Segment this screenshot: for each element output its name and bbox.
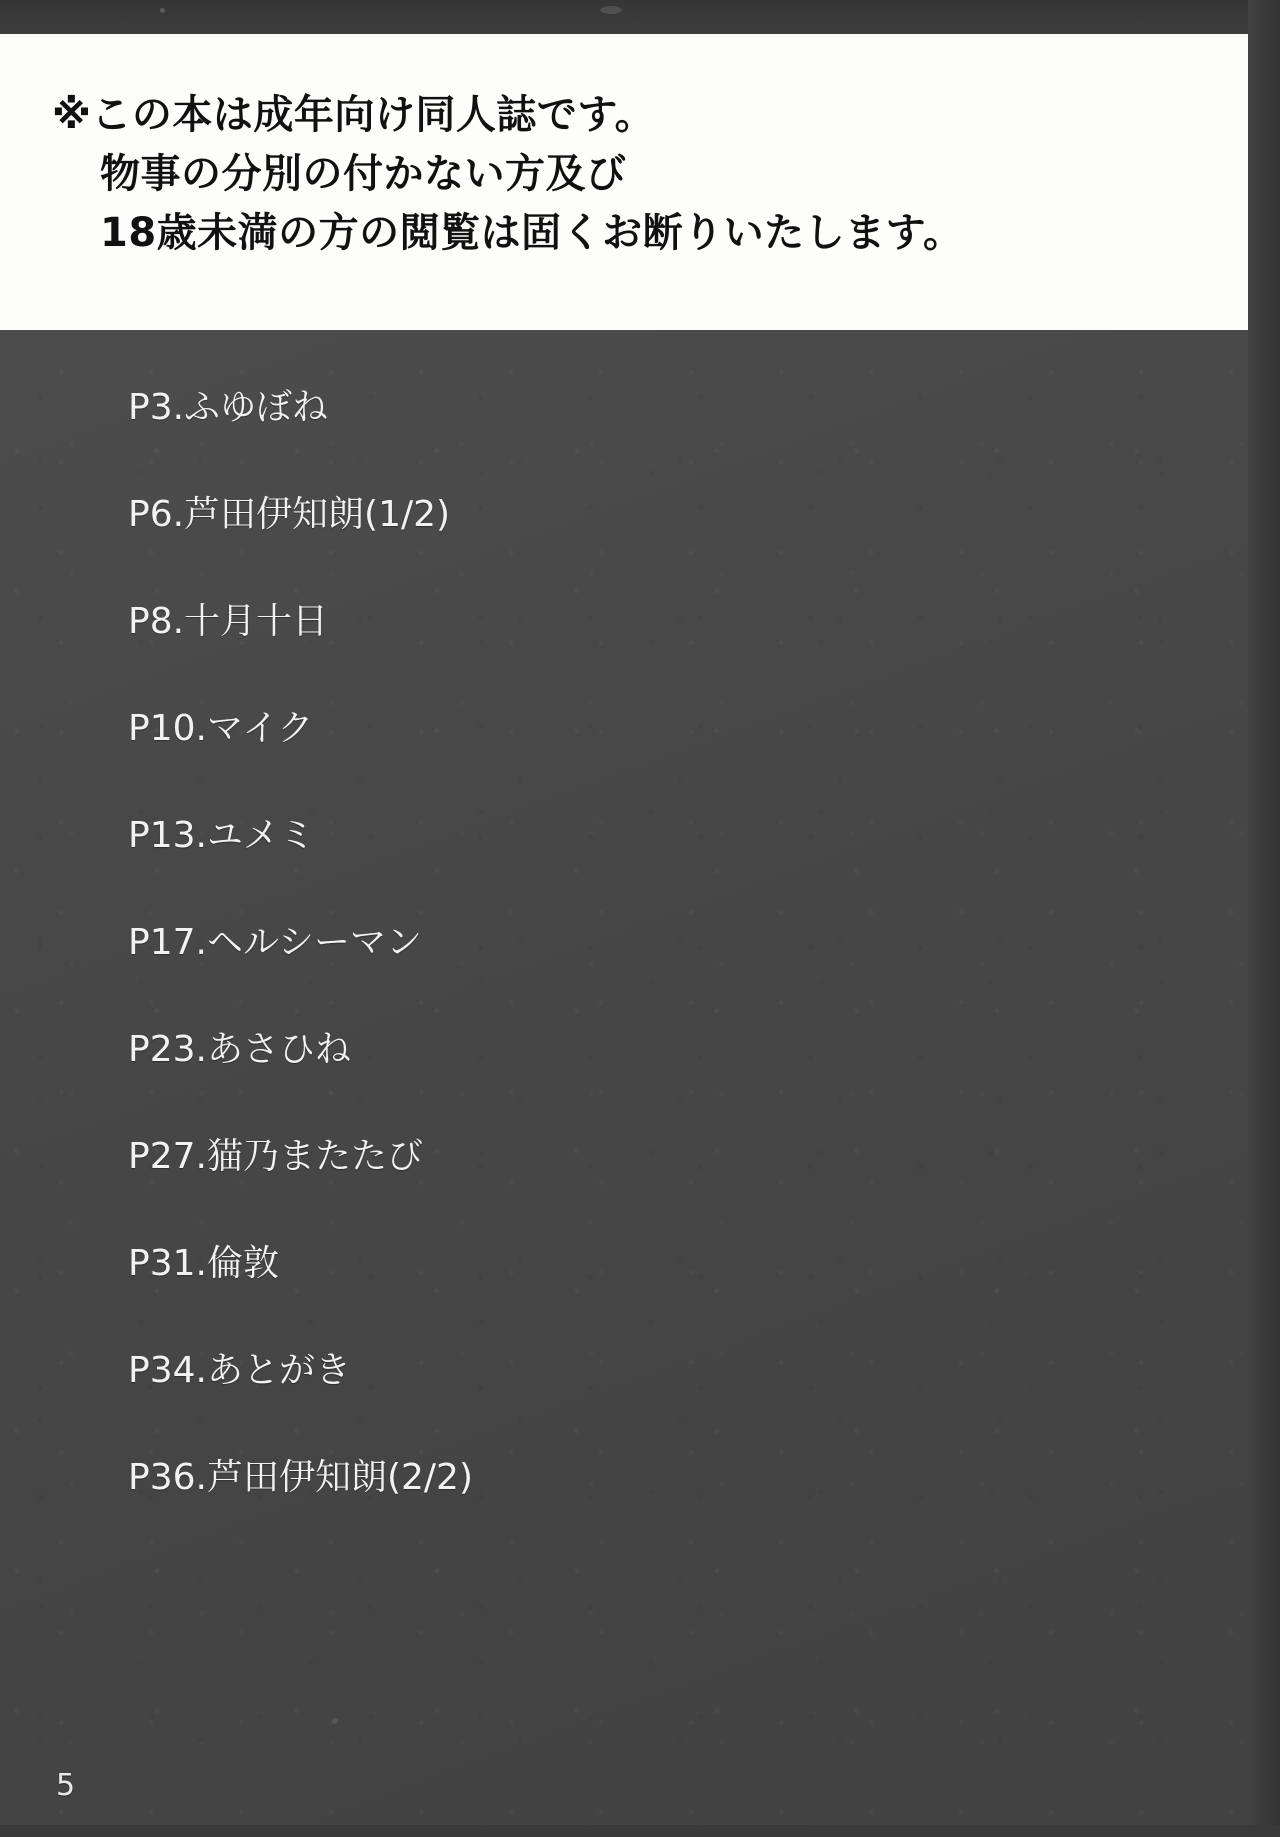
toc-entry: P17.ヘルシーマン bbox=[128, 922, 423, 963]
toc-entry: P10.マイク bbox=[128, 708, 314, 749]
page-edge-top bbox=[0, 0, 1280, 34]
scan-speck bbox=[332, 1718, 338, 1724]
page-edge-right bbox=[1248, 0, 1280, 1837]
notice-line-1: ※この本は成年向け同人誌です。 bbox=[52, 92, 656, 138]
page-edge-bottom bbox=[0, 1825, 1280, 1837]
toc-entry: P8.十月十日 bbox=[128, 601, 329, 642]
notice-line-3: 18歳未満の方の閲覧は固くお断りいたします。 bbox=[100, 210, 964, 257]
toc-entry: P13.ユメミ bbox=[128, 815, 315, 856]
notice-line-2: 物事の分別の付かない方及び bbox=[100, 151, 627, 198]
age-restriction-notice bbox=[0, 34, 1248, 330]
toc-entry: P6.芦田伊知朗(1/2) bbox=[128, 494, 451, 535]
toc-entry: P3.ふゆぼね bbox=[128, 387, 329, 428]
toc-entry: P27.猫乃またたび bbox=[128, 1136, 423, 1177]
toc-entry: P31.倫敦 bbox=[128, 1243, 279, 1284]
toc-entry: P36.芦田伊知朗(2/2) bbox=[128, 1457, 473, 1498]
toc-entry: P23.あさひね bbox=[128, 1029, 351, 1070]
page-number: 5 bbox=[56, 1768, 76, 1803]
toc-entry: P34.あとがき bbox=[128, 1350, 351, 1391]
table-of-contents bbox=[128, 387, 1028, 1498]
